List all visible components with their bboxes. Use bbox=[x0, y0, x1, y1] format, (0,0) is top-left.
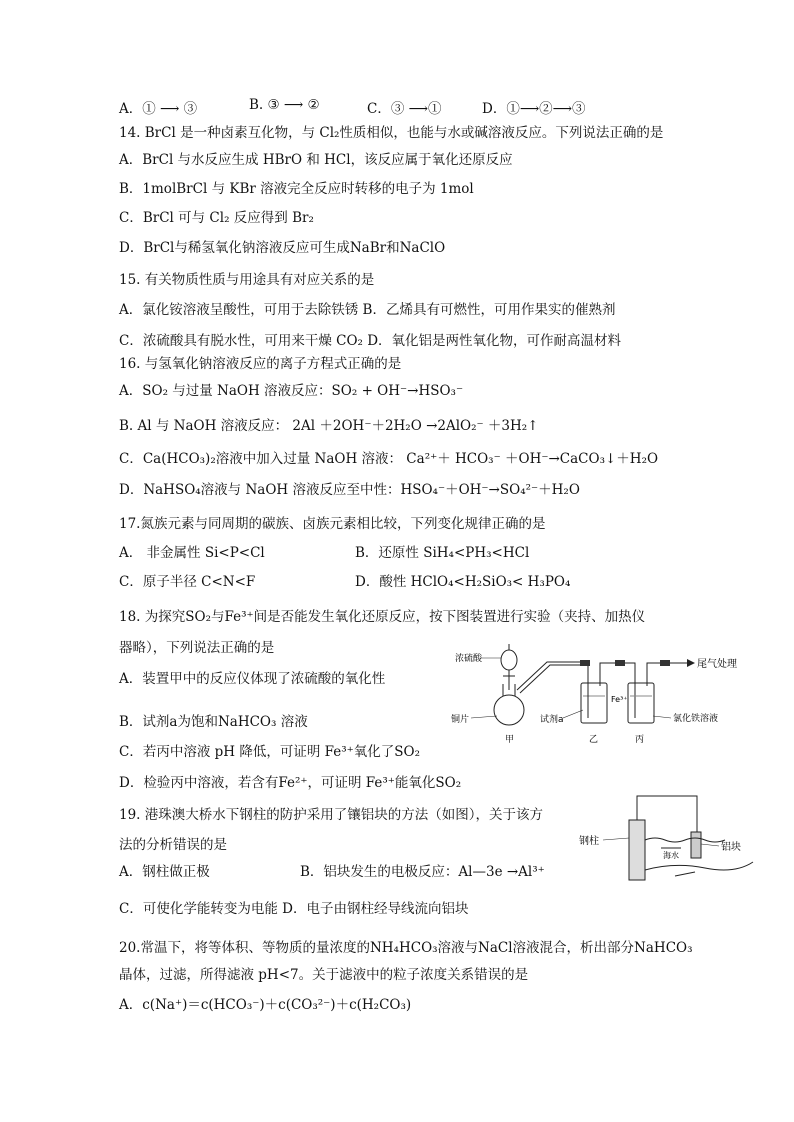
q19-option-a: A．钢柱做正极 bbox=[119, 864, 210, 880]
q18-stem-line2: 器略），下列说法正确的是 bbox=[119, 640, 275, 656]
q18-option-b: B．试剂a为饱和NaHCO₃ 溶液 bbox=[119, 714, 308, 730]
q16-option-a: A．SO₂ 与过量 NaOH 溶液反应：SO₂ + OH⁻→HSO₃⁻ bbox=[119, 383, 464, 399]
q17-option-b: B．还原性 SiH₄<PH₃<HCl bbox=[355, 545, 530, 561]
q15-options-ab: A．氯化铵溶液呈酸性，可用于去除铁锈 B．乙烯具有可燃性，可用作果实的催熟剂 bbox=[119, 302, 616, 318]
q20-stem-line2: 晶体，过滤，所得滤液 pH<7。关于滤液中的粒子浓度关系错误的是 bbox=[119, 967, 529, 983]
q14-stem: 14. BrCl 是一种卤素互化物，与 Cl₂性质相似，也能与水或碱溶液反应。下列说法正确的是 bbox=[119, 125, 664, 141]
label-bing: 丙 bbox=[635, 735, 645, 745]
q18-apparatus-figure bbox=[425, 638, 765, 750]
label-aluminium-block: 铝块 bbox=[721, 842, 741, 853]
label-steel-pillar: 钢柱 bbox=[579, 836, 599, 847]
q14-option-d: D．BrCl与稀氢氧化钠溶液反应可生成NaBr和NaClO bbox=[119, 240, 446, 256]
q18-option-d: D．检验丙中溶液，若含有Fe²⁺，可证明 Fe³⁺能氧化SO₂ bbox=[119, 775, 462, 791]
q17-option-d: D．酸性 HClO₄<H₂SiO₃< H₃PO₄ bbox=[355, 574, 571, 590]
q16-option-c: C．Ca(HCO₃)₂溶液中加入过量 NaOH 溶液： Ca²⁺＋ HCO₃⁻ ＋OH⁻→CaCO₃↓＋H₂O bbox=[119, 451, 659, 467]
q13-option-d: D．①⟶②⟶③ bbox=[482, 101, 586, 117]
q14-option-c: C．BrCl 可与 Cl₂ 反应得到 Br₂ bbox=[119, 210, 314, 226]
q13-option-a: A．① ⟶ ③ bbox=[119, 101, 198, 117]
label-copper: 铜片 bbox=[451, 715, 470, 725]
q17-option-c: C．原子半径 C<N<F bbox=[119, 574, 256, 590]
q15-options-cd: C．浓硫酸具有脱水性，可用来干燥 CO₂ D．氧化铝是两性氧化物，可作耐高温材料 bbox=[119, 333, 622, 349]
q13-option-c: C．③ ⟶① bbox=[367, 101, 442, 117]
label-fe3: Fe³⁺ bbox=[611, 695, 628, 704]
q19-stem-line1: 19. 港珠澳大桥水下钢柱的防护采用了镶铝块的方法（如图），关于该方 bbox=[119, 807, 544, 823]
label-reagent-a: 试剂a bbox=[540, 715, 564, 725]
q13-option-b: B. ③ ⟶ ② bbox=[249, 97, 320, 113]
q14-option-a: A．BrCl 与水反应生成 HBrO 和 HCl，该反应属于氧化还原反应 bbox=[119, 152, 513, 168]
q19-corrosion-figure bbox=[575, 792, 755, 884]
q16-option-b: B. Al 与 NaOH 溶液反应： 2Al ＋2OH⁻＋2H₂O →2AlO₂⁻ ＋3H₂↑ bbox=[119, 418, 539, 434]
q18-option-c: C．若丙中溶液 pH 降低，可证明 Fe³⁺氧化了SO₂ bbox=[119, 744, 421, 760]
label-jia: 甲 bbox=[505, 735, 515, 745]
q19-option-b: B．铝块发生的电极反应：Al—3e →Al³⁺ bbox=[300, 864, 545, 880]
q17-stem: 17.氮族元素与同周期的碳族、卤族元素相比较，下列变化规律正确的是 bbox=[119, 516, 546, 532]
q19-options-cd: C．可使化学能转变为电能 D．电子由钢柱经导线流向铝块 bbox=[119, 901, 469, 917]
label-seawater: 海水 bbox=[663, 851, 679, 860]
q16-option-d: D．NaHSO₄溶液与 NaOH 溶液反应至中性：HSO₄⁻＋OH⁻→SO₄²⁻＋H₂O bbox=[119, 482, 580, 498]
label-tail-gas: 尾气处理 bbox=[697, 659, 737, 670]
q19-stem-line2: 法的分析错误的是 bbox=[119, 837, 227, 853]
q17-option-a: A． 非金属性 Si<P<Cl bbox=[119, 545, 265, 561]
label-fecl3: 氯化铁溶液 bbox=[673, 714, 719, 724]
q18-stem-line1: 18. 为探究SO₂与Fe³⁺间是否能发生氧化还原反应，按下图装置进行实验（夹持、加热仪 bbox=[119, 609, 646, 625]
q20-stem-line1: 20.常温下，将等体积、等物质的量浓度的NH₄HCO₃溶液与NaCl溶液混合，析出部分NaHCO₃ bbox=[119, 940, 693, 956]
q16-stem: 16. 与氢氧化钠溶液反应的离子方程式正确的是 bbox=[119, 356, 402, 372]
q20-option-a: A．c(Na⁺)＝c(HCO₃⁻)＋c(CO₃²⁻)＋c(H₂CO₃) bbox=[119, 997, 412, 1013]
label-yi: 乙 bbox=[589, 735, 599, 745]
q14-option-b: B．1molBrCl 与 KBr 溶液完全反应时转移的电子为 1mol bbox=[119, 181, 474, 197]
label-conc-acid: 浓硫酸 bbox=[455, 654, 483, 664]
q18-option-a: A．装置甲中的反应仪体现了浓硫酸的氧化性 bbox=[119, 671, 386, 687]
q15-stem: 15. 有关物质性质与用途具有对应关系的是 bbox=[119, 272, 375, 288]
